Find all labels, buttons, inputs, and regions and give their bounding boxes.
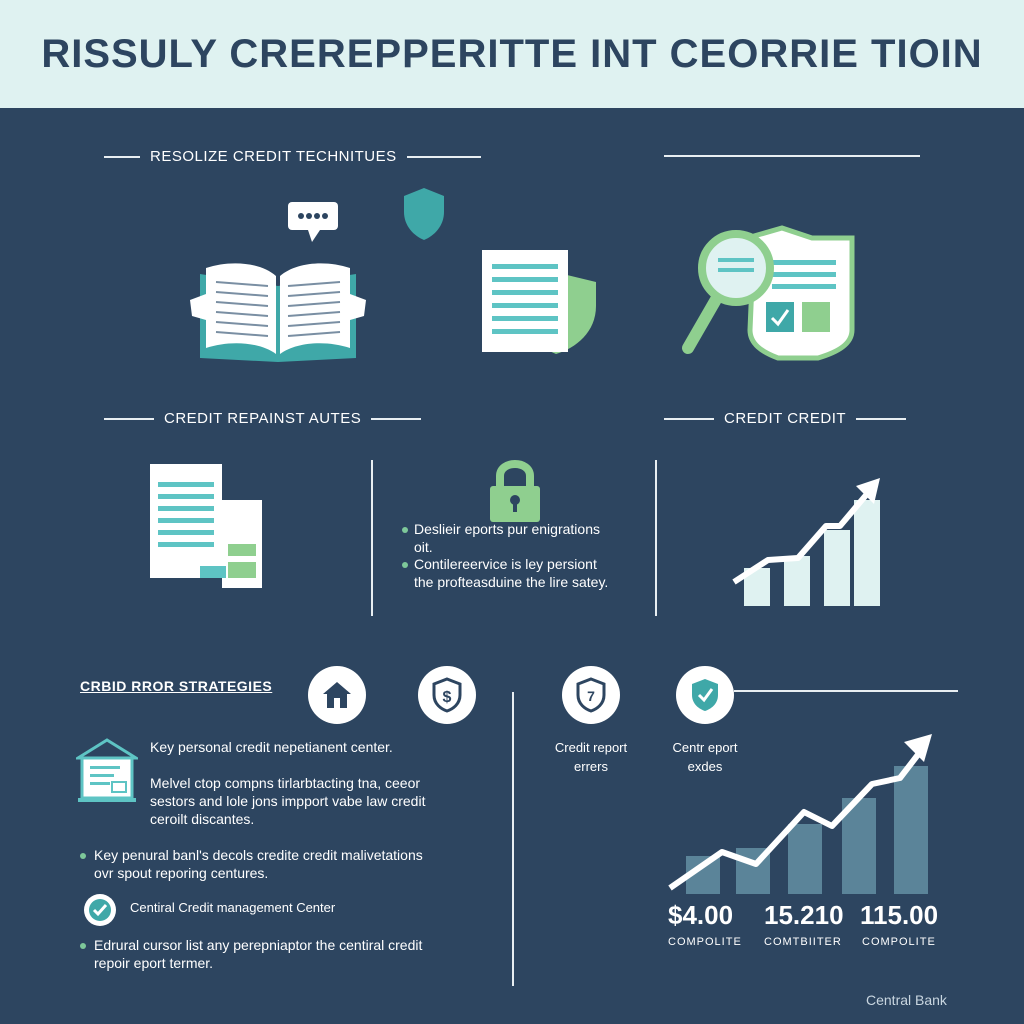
left-bullet2-line1: Edrural cursor list any perepniaptor the centiral credit — [94, 937, 423, 953]
stat-caption-1: COMPOLITE — [668, 936, 742, 948]
padlock-icon — [486, 458, 544, 524]
bullet-dot — [80, 853, 86, 859]
check-shield-circle-icon — [676, 666, 734, 724]
bullet-dot — [402, 562, 408, 568]
bullet-dot — [80, 943, 86, 949]
left-bullet2-line2: repoir eport termer. — [94, 955, 214, 971]
stat-value-2: 15.210 — [764, 900, 844, 930]
divider-line — [734, 690, 958, 692]
divider-vertical — [512, 692, 514, 986]
middle-bullet2-line1: Contilereervice is ley persiont — [414, 556, 597, 572]
documents-icon — [148, 462, 266, 592]
section-title-techniques — [104, 148, 481, 165]
title-banner — [0, 0, 1024, 108]
bank-building-icon — [76, 738, 138, 804]
growth-chart-small — [728, 474, 888, 608]
speech-bubble-icon — [286, 200, 342, 244]
seven-shield-icon — [575, 677, 607, 713]
house-icon — [321, 680, 353, 710]
document-shield-icon — [478, 246, 602, 356]
divider-vertical — [655, 460, 657, 616]
icon-label-1-line2: errers — [574, 759, 608, 774]
left-heading: Key personal credit nepetianent center. — [150, 739, 393, 755]
house-circle-icon — [308, 666, 366, 724]
left-para-line2: sestors and lole jons impport vabe law credit — [150, 793, 426, 809]
middle-bullet1-line1: Deslieir eports pur enigrations — [414, 521, 600, 537]
shield-icon — [400, 186, 448, 242]
section-title-strategies: CRBID RROR STRATEGIES — [80, 678, 273, 694]
section-title-techniques-text: RESOLIZE CREDIT TECHNITUES — [150, 148, 397, 165]
left-para-line1: Melvel ctop compns tirlarbtacting tna, ceeor — [150, 775, 421, 791]
stat-value-1: $4.00 — [668, 900, 734, 930]
middle-bullet2-line2: the profteasduine the lire satey. — [414, 574, 609, 590]
section-title-credit-text: CREDIT CREDIT — [724, 410, 847, 427]
left-bullet1-line1: Key penural banl's decols credite credit malivetations — [94, 847, 423, 863]
icon-label-credit-report — [546, 738, 636, 776]
left-para-line3: ceroilt discantes. — [150, 811, 255, 827]
stat-caption-3: COMPOLITE — [862, 936, 936, 948]
dollar-glyph: $ — [442, 689, 452, 706]
check-circle-icon — [82, 892, 118, 928]
open-book-icon — [190, 258, 366, 366]
icon-label-1-line1: Credit report — [554, 740, 628, 755]
bullet-dot — [402, 527, 408, 533]
dollar-shield-icon — [431, 677, 463, 713]
check-label: Centiral Credit management Center — [130, 900, 336, 915]
divider-line — [664, 155, 920, 157]
magnifier-badge-icon — [678, 218, 858, 364]
section-title-repair — [104, 410, 421, 427]
section-title-credit — [664, 410, 906, 427]
page-title: RISSULY CREREPPERITTE INT CEORRIE TIOIN — [41, 31, 983, 76]
icon-label-2-line1: Centr eport — [672, 740, 738, 755]
stat-caption-2: COMTBIITER — [764, 936, 842, 948]
section-title-repair-text: CREDIT REPAINST AUTES — [164, 410, 362, 427]
seven-glyph: 7 — [587, 688, 595, 704]
growth-chart-large — [664, 726, 964, 896]
left-bullet1-line2: ovr spout reporing centures. — [94, 865, 269, 881]
seven-shield-circle-icon — [562, 666, 620, 724]
footer-brand: Central Bank — [866, 992, 947, 1008]
middle-bullet1-line2: oit. — [414, 539, 433, 555]
check-shield-icon — [689, 677, 721, 713]
dollar-shield-circle-icon — [418, 666, 476, 724]
stat-value-3: 115.00 — [860, 900, 939, 930]
divider-vertical — [371, 460, 373, 616]
icon-label-2-line2: exdes — [687, 759, 723, 774]
